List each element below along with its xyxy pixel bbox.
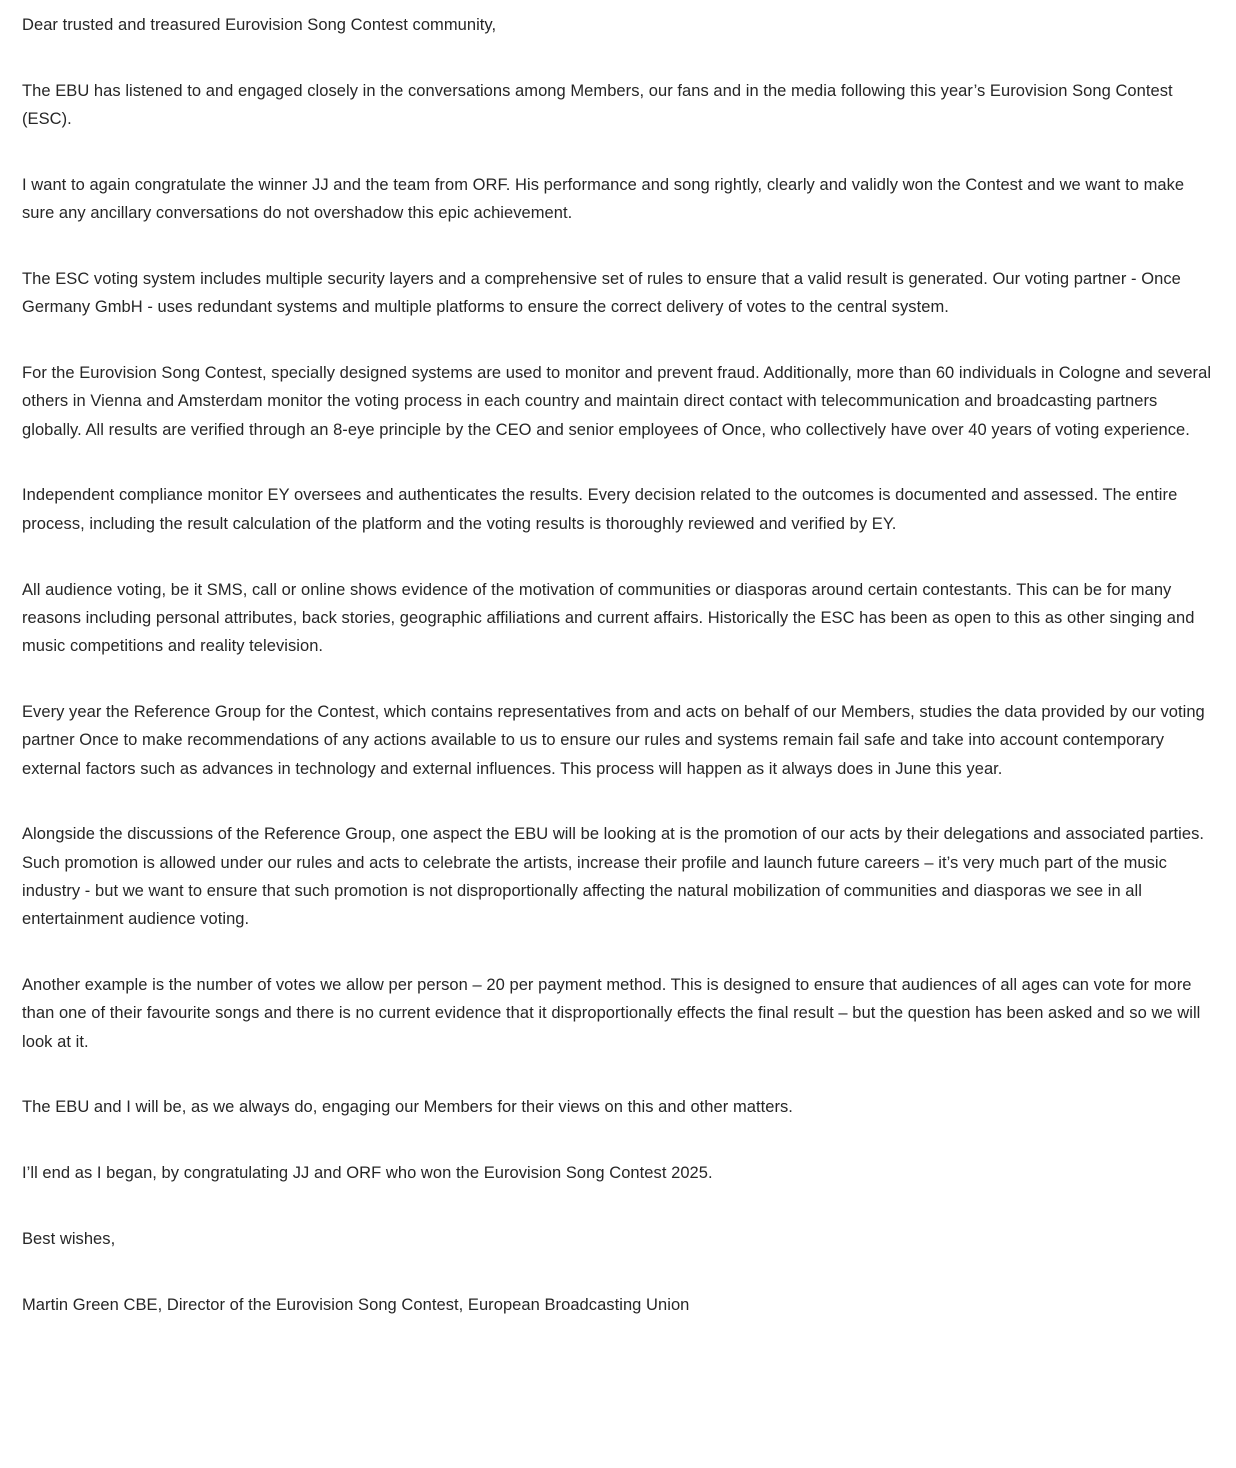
signature: Martin Green CBE, Director of the Eurovision Song Contest, European Broadcasting Union: [22, 1295, 690, 1314]
paragraph-end: I’ll end as I began, by congratulating JJ and ORF who won the Eurovision Song Contest 2025.: [22, 1164, 713, 1183]
greeting: Dear trusted and treasured Eurovision Song Contest community,: [22, 16, 497, 34]
paragraph-votes-per-person: Another example is the number of votes we allow per person – 20 per payment method. This is designed to ensure that audiences of all ages can vote for more than one of their favourite songs and there is no current evidence that it disproportionally effects the final result – but the question has been asked and so we will look at it.: [22, 976, 1201, 1051]
paragraph-voting-system: The ESC voting system includes multiple security layers and a comprehensive set of rules to ensure that a valid result is generated. Our voting partner - Once Germany GmbH - uses redundant systems and multiple platforms to ensure the correct delivery of votes to the central system.: [22, 269, 1181, 317]
paragraph-audience-voting: All audience voting, be it SMS, call or online shows evidence of the motivation of communities or diasporas around certain contestants. This can be for many reasons including personal attributes, back stories, geographic affiliations and current affairs. Historically the ESC has been as open to this as other singing and music competitions and reality television.: [22, 580, 1195, 656]
closing: Best wishes,: [22, 1230, 116, 1249]
letter-body: [22, 11, 1218, 1319]
paragraph-members: The EBU and I will be, as we always do, engaging our Members for their views on this and other matters.: [22, 1098, 793, 1117]
paragraph-fraud-monitoring: For the Eurovision Song Contest, specially designed systems are used to monitor and prevent fraud. Additionally, more than 60 individuals in Cologne and several others in Vienna and Amsterdam monitor the voting process in each country and maintain direct contact with telecommunication and broadcasting partners globally. All results are verified through an 8-eye principle by the CEO and senior employees of Once, who collectively have over 40 years of voting experience.: [22, 364, 1212, 439]
paragraph-reference-group: Every year the Reference Group for the Contest, which contains representatives from and acts on behalf of our Members, studies the data provided by our voting partner Once to make recommendations of any actions available to us to ensure our rules and systems remain fail safe and take into account contemporary external factors such as advances in technology and external influences. This process will happen as it always does in June this year.: [22, 702, 1205, 778]
paragraph-promotion: Alongside the discussions of the Reference Group, one aspect the EBU will be looking at is the promotion of our acts by their delegations and associated parties. Such promotion is allowed under our rules and acts to celebrate the artists, increase their profile and launch future careers – it’s very much part of the music industry - but we want to ensure that such promotion is not disproportionally affecting the natural mobilization of communities and diasporas we see in all entertainment audience voting.: [22, 825, 1205, 929]
paragraph-congratulate: I want to again congratulate the winner JJ and the team from ORF. His performance and song rightly, clearly and validly won the Contest and we want to make sure any ancillary conversations do not overshadow this epic achievement.: [22, 175, 1185, 223]
paragraph-compliance: Independent compliance monitor EY oversees and authenticates the results. Every decision related to the outcomes is documented and assessed. The entire process, including the result calculation of the platform and the voting results is thoroughly reviewed and verified by EY.: [22, 486, 1178, 533]
paragraph-listened: The EBU has listened to and engaged closely in the conversations among Members, our fans and in the media following this year’s Eurovision Song Contest (ESC).: [22, 81, 1173, 129]
